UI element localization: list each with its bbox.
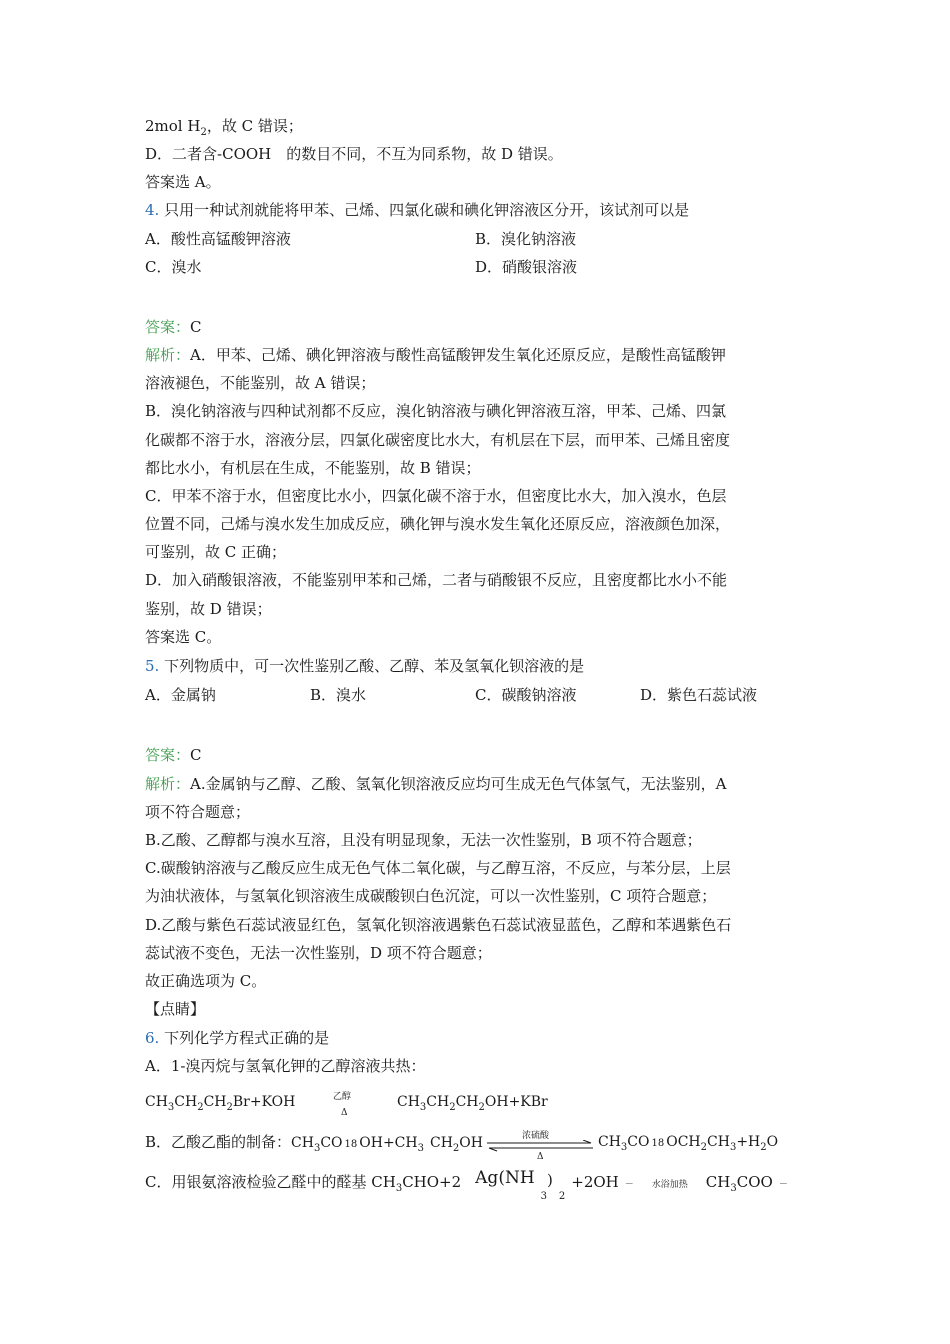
q5-analysis-3: B.乙酸、乙醇都与溴水互溶，且没有明显现象，无法一次性鉴别，B 项不符合题意；: [145, 831, 702, 849]
subscript: 2: [452, 1143, 460, 1154]
formula-part: CH: [705, 1173, 731, 1191]
superscript: 18: [651, 1138, 665, 1149]
q4-analysis-5: 都比水小，有机层在生成，不能鉴别，故 B 错误；: [145, 459, 481, 477]
answer-label: 答案：: [145, 318, 191, 336]
q4-analysis-10: 鉴别，故 D 错误；: [145, 600, 272, 618]
subscript: 3: [417, 1143, 424, 1154]
q4-analysis-9: D．加入硝酸银溶液，不能鉴别甲苯和己烯，二者与硝酸银不反应，且密度都比水小不能: [145, 571, 728, 589]
q4-analysis-7: 位置不同，己烯与溴水发生加成反应，碘化钾与溴水发生氧化还原反应，溶液颜色加深，: [145, 515, 731, 533]
answer-value: C: [190, 746, 202, 764]
formula-part: CH: [145, 1094, 168, 1110]
line-d-wrong: D．二者含-COOH 的数目不同，不互为同系物，故 D 错误。: [145, 145, 563, 163]
q4-analysis-3: B．溴化钠溶液与四种试剂都不反应，溴化钠溶液与碘化钾溶液互溶，甲苯、己烯、四氯: [145, 402, 727, 420]
q4-answer: [145, 317, 202, 337]
q5-analysis-7: 蕊试液不变色，无法一次性鉴别，D 项不符合题意；: [145, 944, 492, 962]
q4-option-a: A．酸性高锰酸钾溶液: [145, 230, 291, 248]
subscript: 3: [395, 1183, 403, 1194]
q6-equation-b-left: [145, 1132, 483, 1159]
subscript: 2: [478, 1102, 485, 1113]
subscript: 3: [540, 1191, 548, 1202]
q5-analysis-2: 项不符合题意；: [145, 803, 251, 821]
q5-analysis-4: C.碳酸钠溶液与乙酸反应生成无色气体二氧化碳，与乙醇互溶，不反应，与苯分层，上层: [145, 859, 731, 877]
formula-part: Br+KOH: [232, 1094, 296, 1110]
q4-option-c: C．溴水: [145, 258, 202, 276]
formula-part: CH: [455, 1094, 479, 1110]
charge: －: [778, 1180, 788, 1190]
formula-part: CH: [429, 1135, 453, 1151]
q4-analysis-6: C．甲苯不溶于水，但密度比水小，四氯化碳不溶于水，但密度比水大，加入溴水，色层: [145, 487, 727, 505]
q5-option-d: D．紫色石蕊试液: [640, 686, 758, 704]
analysis-text: A．甲苯、己烯、碘化钾溶液与酸性高锰酸钾发生氧化还原反应，是酸性高锰酸钾: [190, 346, 726, 364]
reaction-condition-top: 浓硫酸: [522, 1131, 550, 1141]
q6-equation-a-right: [397, 1092, 548, 1118]
q5-stem-text: 下列物质中，可一次性鉴别乙酸、乙醇、苯及氢氧化钡溶液的是: [164, 657, 585, 675]
formula-part: OCH: [666, 1134, 701, 1150]
formula-part: CH: [397, 1094, 420, 1110]
q4-analysis-8: 可鉴别，故 C 正确；: [145, 543, 287, 561]
reaction-condition-bottom: Δ: [537, 1152, 544, 1162]
q4-option-d: D．硝酸银溶液: [475, 258, 578, 276]
subscript: 3: [730, 1183, 737, 1194]
q6-stem: [145, 1028, 329, 1048]
charge: －: [624, 1180, 634, 1190]
formula-part: CH: [203, 1094, 227, 1110]
formula-part: CHO+2: [402, 1173, 462, 1191]
q5-comment: 【点睛】: [145, 1000, 206, 1018]
analysis-label: 解析：: [145, 346, 191, 364]
superscript: 18: [344, 1139, 358, 1150]
subscript: 2: [226, 1102, 233, 1113]
formula-part: CO: [627, 1134, 650, 1150]
subscript: 3: [167, 1102, 175, 1113]
subscript: 3: [419, 1102, 427, 1113]
formula-part: Ag(NH: [475, 1168, 535, 1188]
q5-option-c: C．碳酸钠溶液: [475, 686, 577, 704]
q4-analysis-1: [145, 345, 726, 365]
subscript: 2: [200, 127, 207, 138]
subscript: 3: [313, 1143, 321, 1154]
formula-part: CO: [320, 1135, 343, 1151]
q5-option-a: A．金属钠: [145, 686, 216, 704]
formula-part: OH: [459, 1135, 483, 1151]
text: 2mol H: [145, 117, 201, 135]
q4-stem: [145, 200, 689, 220]
subscript: 2: [558, 1191, 566, 1202]
option-label: B．乙酸乙酯的制备：: [145, 1133, 292, 1151]
formula-part: O: [766, 1134, 779, 1150]
q5-analysis-1: [145, 774, 726, 794]
formula-part: +H: [736, 1134, 761, 1150]
q4-options-row1: [145, 229, 805, 249]
subscript: 3: [729, 1142, 737, 1153]
formula-part: +2OH: [571, 1173, 619, 1191]
q4-option-b: B．溴化钠溶液: [475, 230, 577, 248]
line-c-wrong: [145, 116, 303, 143]
q5-analysis-8: 故正确选项为 C。: [145, 972, 267, 990]
text: ，故 C 错误；: [206, 117, 303, 135]
formula-part: CH: [426, 1094, 450, 1110]
q5-stem: [145, 656, 584, 676]
q4-options-row2: [145, 257, 805, 277]
formula-part: OH+CH: [359, 1135, 418, 1151]
formula-part: COO: [736, 1173, 773, 1191]
formula-part: CH: [291, 1135, 314, 1151]
q5-option-b: B．溴水: [310, 686, 367, 704]
q6-option-a: A．1-溴丙烷与氢氧化钾的乙醇溶液共热：: [145, 1057, 426, 1075]
formula-part: CH: [707, 1134, 730, 1150]
subscript: 2: [760, 1142, 767, 1153]
subscript: 2: [197, 1102, 204, 1113]
analysis-label: 解析：: [145, 775, 191, 793]
formula-part: CH: [174, 1094, 198, 1110]
equilibrium-arrow-icon: [485, 1140, 595, 1152]
q4-number: 4.: [145, 201, 160, 219]
q6-option-c: [145, 1168, 788, 1202]
q4-analysis-2: 溶液褪色，不能鉴别，故 A 错误；: [145, 374, 376, 392]
analysis-text: A.金属钠与乙醇、乙酸、氢氧化钡溶液反应均可生成无色气体氢气，无法鉴别，A: [190, 775, 727, 793]
formula-part: OH+KBr: [484, 1094, 548, 1110]
q4-analysis-4: 化碳都不溶于水，溶液分层，四氯化碳密度比水大，有机层在下层，而甲苯、己烯且密度: [145, 431, 731, 449]
subscript: 2: [449, 1102, 456, 1113]
reaction-condition: 水浴加热: [651, 1180, 688, 1190]
q5-number: 5.: [145, 657, 160, 675]
answer-value: C: [190, 318, 202, 336]
q6-stem-text: 下列化学方程式正确的是: [164, 1029, 330, 1047]
subscript: 2: [700, 1142, 708, 1153]
q5-answer: [145, 745, 202, 765]
q5-options: [145, 685, 805, 705]
subscript: 3: [620, 1142, 628, 1153]
formula-part: CH: [598, 1134, 621, 1150]
formula-part: ): [547, 1171, 553, 1189]
reaction-condition-bottom: Δ: [341, 1108, 348, 1118]
q4-stem-text: 只用一种试剂就能将甲苯、己烯、四氯化碳和碘化钾溶液区分开，该试剂可以是: [164, 201, 690, 219]
line-answer-a: 答案选 A。: [145, 173, 221, 191]
option-label: C．用银氨溶液检验乙醛中的醛基 CH: [145, 1173, 396, 1191]
q4-analysis-11: 答案选 C。: [145, 628, 222, 646]
q6-equation-a-left: [145, 1092, 295, 1118]
q6-equation-b-right: [598, 1132, 778, 1158]
reaction-condition-top: 乙醇: [333, 1092, 352, 1102]
q6-number: 6.: [145, 1029, 160, 1047]
q5-analysis-5: 为油状液体，与氢氧化钡溶液生成碳酸钡白色沉淀，可以一次性鉴别，C 项符合题意；: [145, 887, 717, 905]
answer-label: 答案：: [145, 746, 191, 764]
q5-analysis-6: D.乙酸与紫色石蕊试液显红色，氢氧化钡溶液遇紫色石蕊试液显蓝色，乙醇和苯遇紫色石: [145, 916, 732, 934]
